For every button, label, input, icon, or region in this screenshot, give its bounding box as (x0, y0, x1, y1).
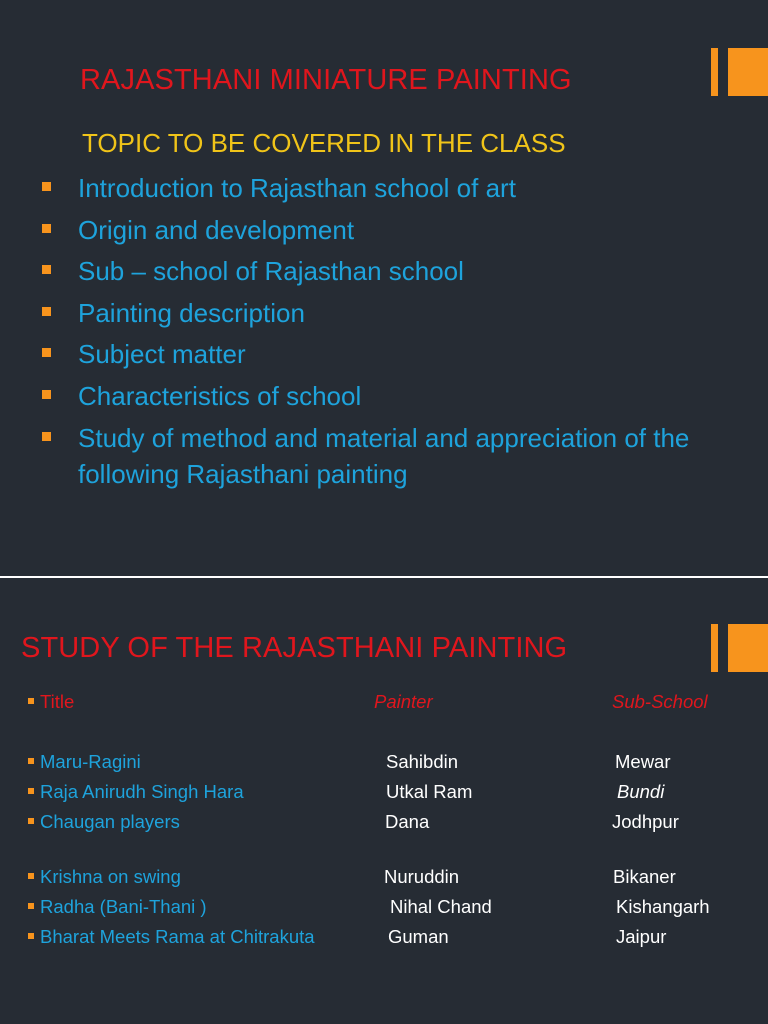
slide-1-accent-bars (711, 48, 768, 96)
row-painter: Sahibdin (386, 751, 459, 772)
accent-thick-bar (728, 624, 768, 672)
row-sub-school: Mewar (615, 751, 671, 772)
row-title: Bharat Meets Rama at Chitrakuta (40, 926, 315, 947)
header-title: Title (40, 691, 75, 712)
topic-item (40, 212, 730, 248)
topic-item (40, 253, 730, 289)
topic-text: Painting description (78, 297, 305, 328)
row-sub-school: Kishangarh (616, 896, 710, 917)
row-painter: Dana (385, 811, 430, 832)
accent-thin-bar (711, 48, 718, 96)
topic-text: Subject matter (78, 339, 246, 370)
accent-thick-bar (728, 48, 768, 96)
topic-text: Sub – school of Rajasthan school (78, 256, 464, 287)
table-row (28, 865, 748, 889)
topic-text: Characteristics of school (78, 380, 362, 411)
square-bullet-icon (28, 698, 34, 704)
square-bullet-icon (42, 224, 51, 233)
row-title: Radha (Bani-Thani ) (40, 896, 207, 917)
row-sub-school: Bikaner (613, 866, 676, 887)
slide-2-accent-bars (711, 624, 768, 672)
square-bullet-icon (42, 348, 51, 357)
topic-item (40, 378, 730, 414)
slide-1-title: RAJASTHANI MINIATURE PAINTING (80, 64, 572, 96)
square-bullet-icon (28, 788, 34, 794)
row-title: Maru-Ragini (40, 751, 141, 772)
row-painter: Utkal Ram (386, 781, 473, 802)
square-bullet-icon (42, 182, 51, 191)
row-painter: Nuruddin (384, 866, 460, 887)
topic-text: Study of method and material and appreciation of the following Rajasthani painting (78, 422, 690, 489)
table-row (28, 895, 748, 919)
header-painter: Painter (374, 691, 433, 712)
row-painter: Nihal Chand (390, 896, 492, 917)
topic-item (40, 295, 730, 331)
table-row (28, 750, 748, 774)
row-painter: Guman (388, 926, 449, 947)
slide-2 (0, 578, 768, 1024)
square-bullet-icon (28, 933, 34, 939)
row-sub-school: Jodhpur (612, 811, 679, 832)
row-title: Chaugan players (40, 811, 180, 832)
row-title: Raja Anirudh Singh Hara (40, 781, 244, 802)
square-bullet-icon (42, 307, 51, 316)
square-bullet-icon (42, 265, 51, 274)
square-bullet-icon (28, 903, 34, 909)
row-sub-school: Jaipur (616, 926, 667, 947)
topic-text: Introduction to Rajasthan school of art (78, 173, 516, 203)
topic-item (40, 170, 730, 206)
square-bullet-icon (42, 390, 51, 399)
topic-list (40, 170, 730, 497)
row-title: Krishna on swing (40, 866, 181, 887)
table-row (28, 925, 748, 949)
topic-text: Origin and development (78, 214, 355, 245)
square-bullet-icon (28, 758, 34, 764)
topic-item (40, 420, 730, 492)
table-header-row (28, 690, 748, 714)
square-bullet-icon (42, 432, 51, 441)
accent-thin-bar (711, 624, 718, 672)
slide-2-title: STUDY OF THE RAJASTHANI PAINTING (21, 632, 568, 664)
row-sub-school: Bundi (617, 781, 665, 802)
square-bullet-icon (28, 873, 34, 879)
table-row (28, 810, 748, 834)
slide-1-subtitle: TOPIC TO BE COVERED IN THE CLASS (82, 128, 566, 158)
square-bullet-icon (28, 818, 34, 824)
table-row (28, 780, 748, 804)
header-sub-school: Sub-School (612, 691, 708, 712)
topic-item (40, 336, 730, 372)
